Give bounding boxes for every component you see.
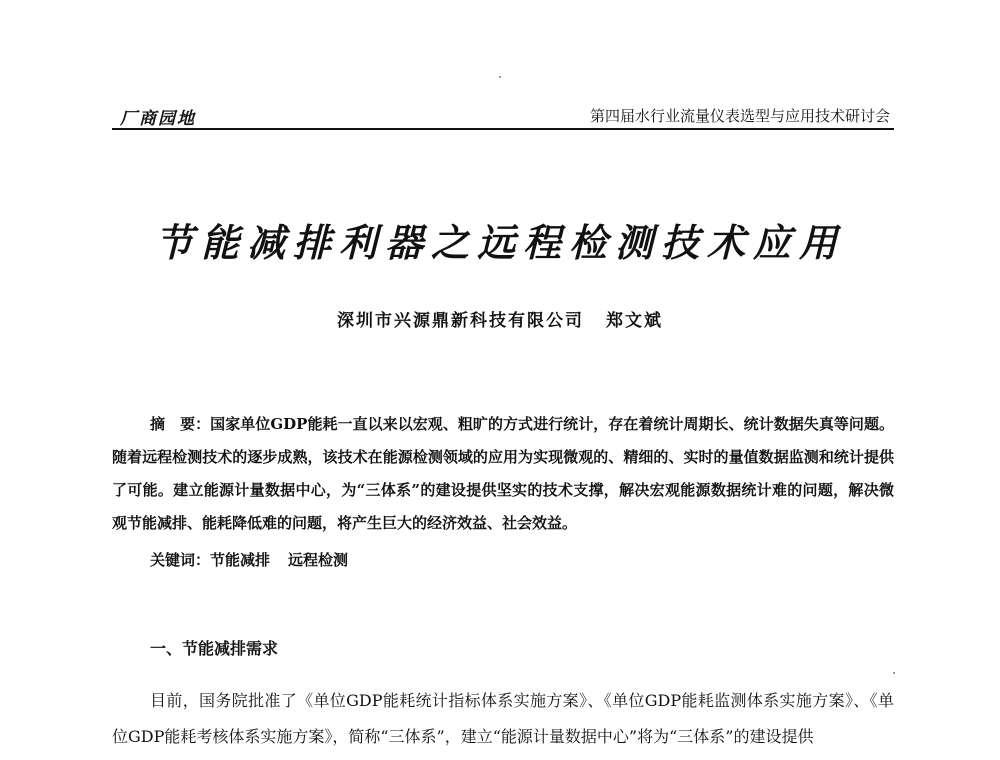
scan-speck	[499, 76, 501, 78]
article-title: 节能减排利器之远程检测技术应用	[154, 220, 845, 265]
affiliation: 深圳市兴源鼎新科技有限公司	[337, 311, 584, 331]
section-body: 目前，国务院批准了《单位GDP能耗统计指标体系实施方案》、《单位GDP能耗监测体系实施方案》、《单位GDP能耗考核体系实施方案》，简称“三体系”，建立“能源计量数据中心”将为“三体系”的建设提供	[112, 691, 894, 746]
conference-name: 第四届水行业流量仪表选型与应用技术研讨会	[589, 107, 890, 125]
abstract-label: 摘 要：	[150, 415, 211, 433]
scan-speck	[893, 672, 895, 674]
section-heading: 一、节能减排需求	[150, 639, 279, 658]
keyword-1: 节能减排	[210, 551, 271, 569]
byline	[0, 306, 1000, 331]
author-name: 郑文斌	[606, 311, 663, 331]
abstract	[112, 408, 894, 540]
section-tag: 厂商园地	[120, 109, 196, 129]
keyword-2: 远程检测	[288, 551, 349, 569]
abstract-text: 国家单位GDP能耗一直以来以宏观、粗旷的方式进行统计，存在着统计周期长、统计数据失真等问题。随着远程检测技术的逐步成熟，该技术在能源检测领域的应用为实现微观的、精细的、实时的量值数据监测和统计提供了可能。建立能源计量数据中心，为“三体系”的建设提供坚实的技术支撑，解决宏观能源数据统计难的问题，解决微观节能减排、能耗降低难的问题，将产生巨大的经济效益、社会效益。	[112, 415, 894, 532]
keywords	[150, 549, 348, 570]
running-header	[112, 100, 894, 130]
keywords-label: 关键词：	[150, 551, 211, 569]
